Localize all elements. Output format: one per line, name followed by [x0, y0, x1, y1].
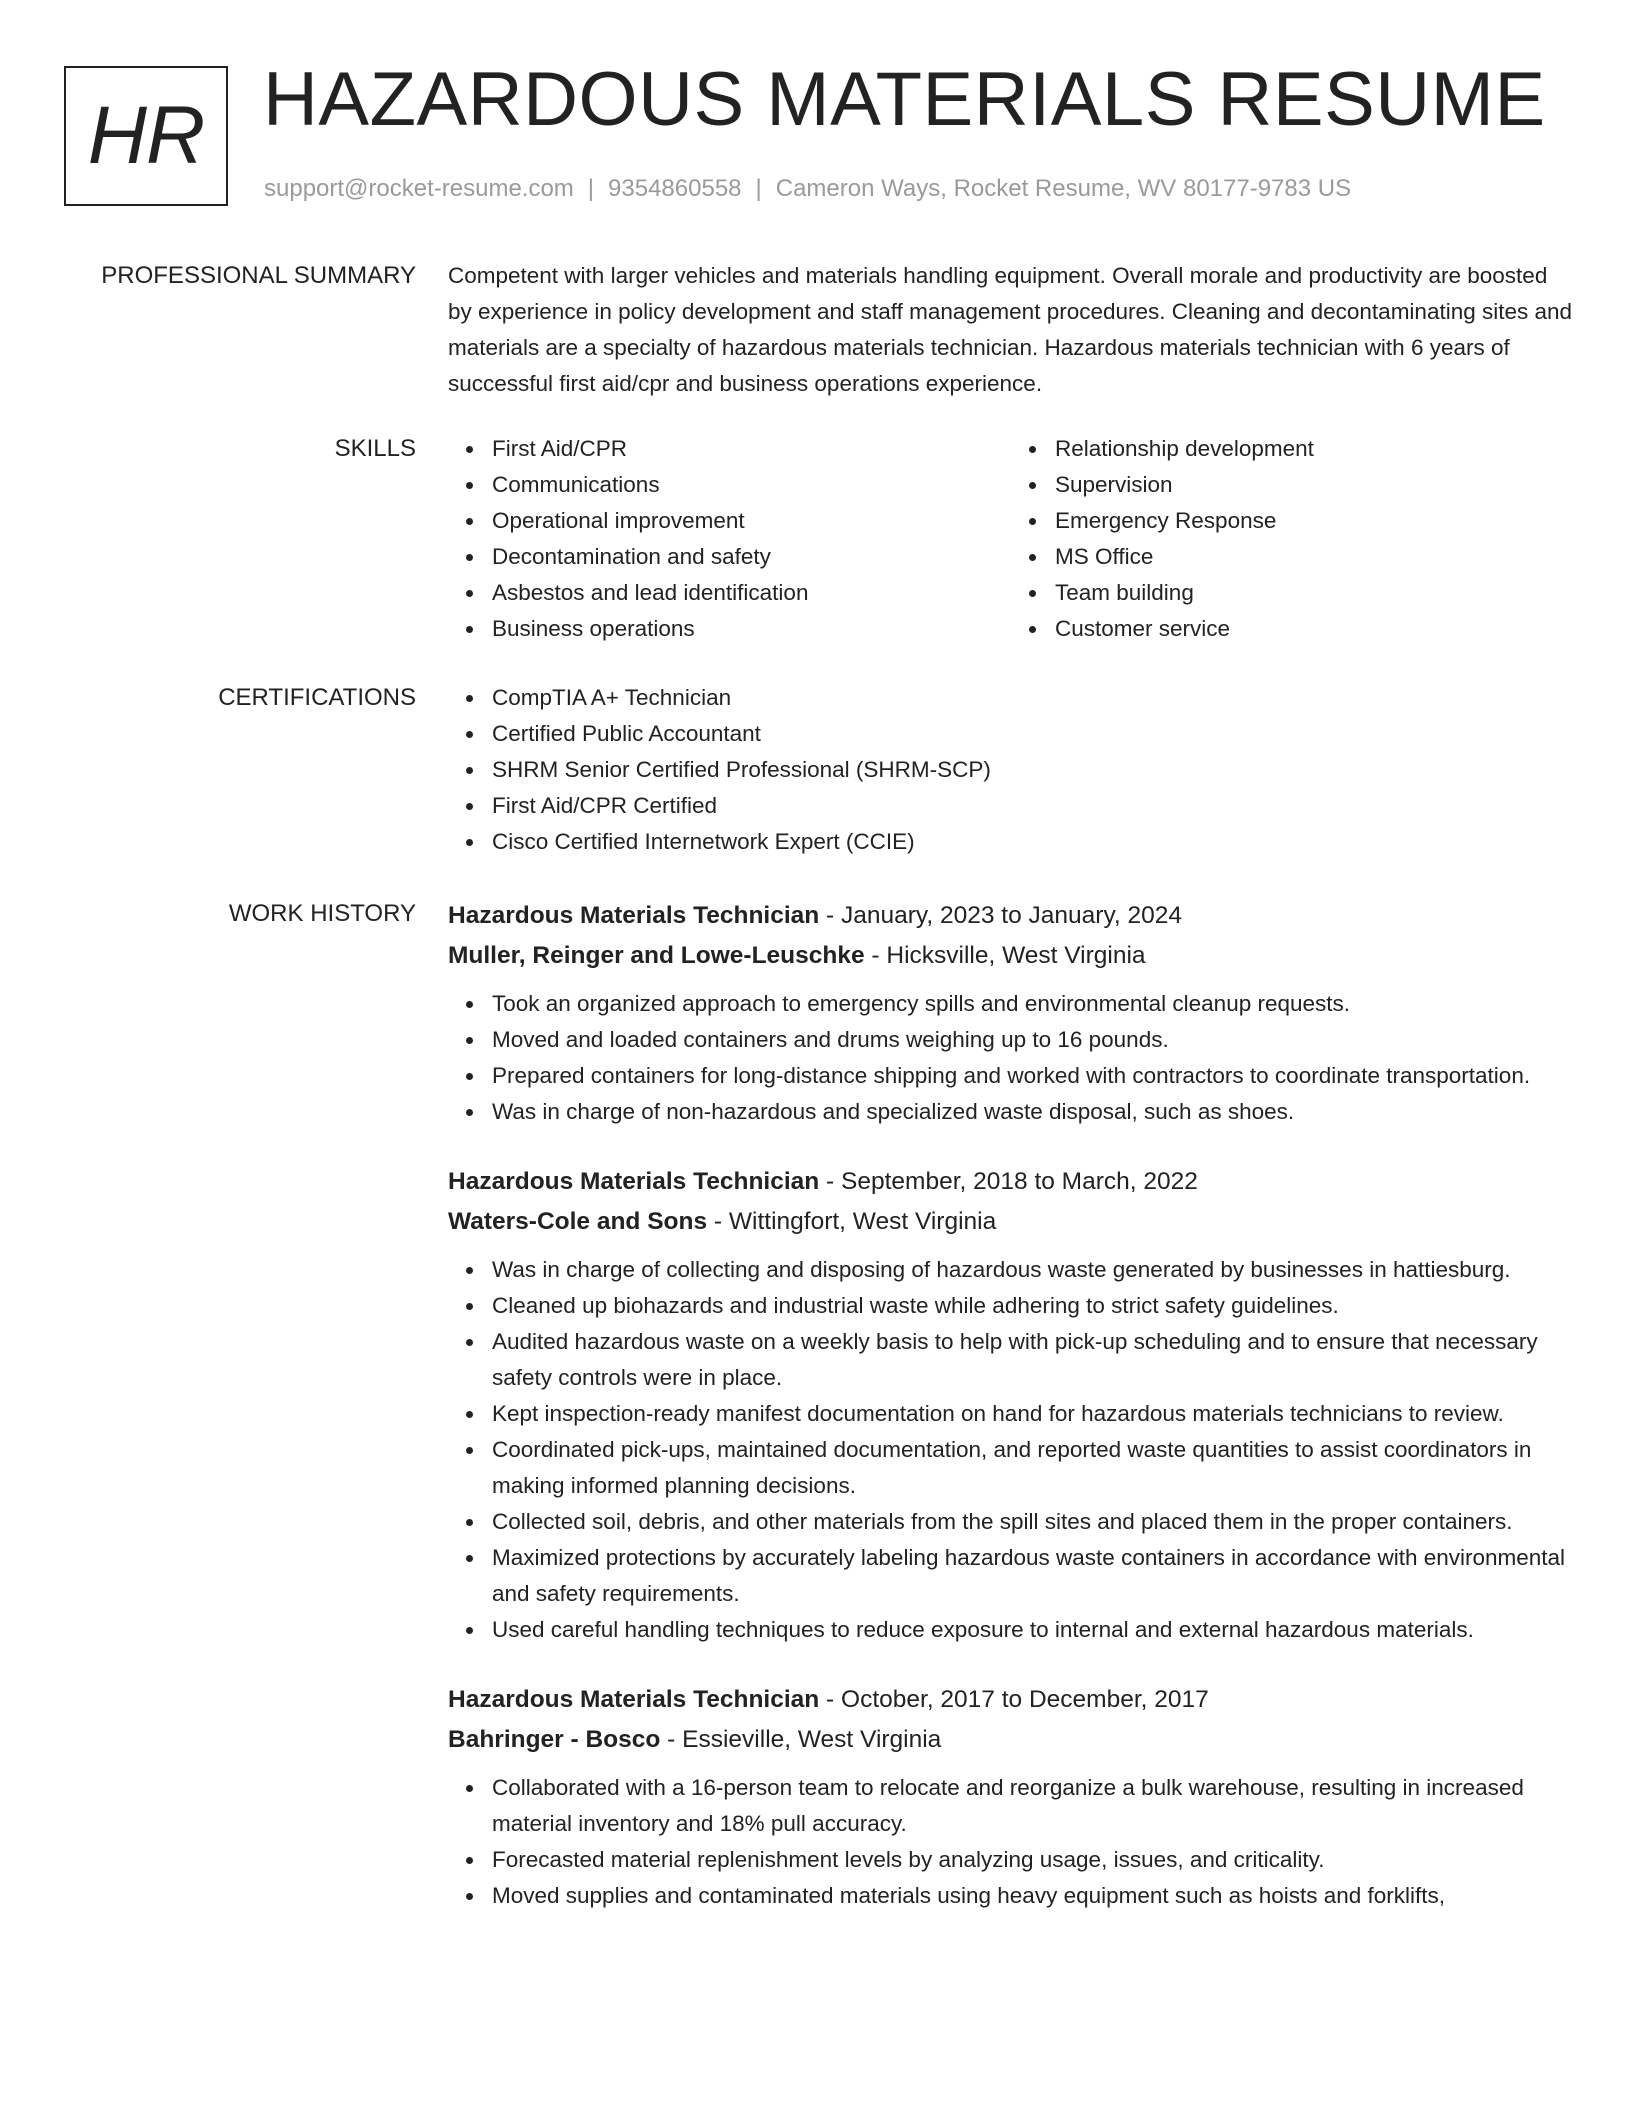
job-dates: - October, 2017 to December, 2017	[819, 1686, 1209, 1713]
job-dates: - September, 2018 to March, 2022	[819, 1168, 1198, 1195]
job-location: - Wittingfort, West Virginia	[707, 1208, 997, 1235]
job-title: Hazardous Materials Technician	[448, 902, 820, 929]
job-bullet: Forecasted material replenishment levels by analyzing usage, issues, and criticality.	[492, 1842, 1574, 1878]
job-title-line	[448, 1162, 1574, 1202]
skill-item: Team building	[1055, 575, 1574, 611]
resume-title: HAZARDOUS MATERIALS RESUME	[263, 57, 1546, 142]
skill-item: Supervision	[1055, 467, 1574, 503]
job-bullets	[448, 1252, 1574, 1648]
certification-item: Cisco Certified Internetwork Expert (CCIE)	[492, 824, 1574, 860]
job-location: - Hicksville, West Virginia	[864, 942, 1146, 969]
skill-item: Communications	[492, 467, 1011, 503]
job-bullet: Was in charge of non-hazardous and specialized waste disposal, such as shoes.	[492, 1094, 1574, 1130]
job-location: - Essieville, West Virginia	[660, 1726, 942, 1753]
job-bullets	[448, 1770, 1574, 1914]
skill-item: Decontamination and safety	[492, 539, 1011, 575]
certification-item: Certified Public Accountant	[492, 716, 1574, 752]
job-entry	[448, 1162, 1574, 1648]
job-title-line	[448, 896, 1574, 936]
skill-item: First Aid/CPR	[492, 431, 1011, 467]
job-bullets	[448, 986, 1574, 1130]
skills-column-2	[1011, 431, 1574, 647]
skill-item: Emergency Response	[1055, 503, 1574, 539]
skills-column-1	[448, 431, 1011, 647]
job-company-line	[448, 1202, 1574, 1242]
job-bullet: Was in charge of collecting and disposing of hazardous waste generated by businesses in hattiesburg.	[492, 1252, 1574, 1288]
contact-email[interactable]: support@rocket-resume.com	[264, 175, 574, 202]
job-bullet: Audited hazardous waste on a weekly basis to help with pick-up scheduling and to ensure that necessary safety controls were in place.	[492, 1324, 1574, 1396]
certification-item: First Aid/CPR Certified	[492, 788, 1574, 824]
monogram-initials: HR	[87, 90, 205, 181]
job-bullet: Moved and loaded containers and drums weighing up to 16 pounds.	[492, 1022, 1574, 1058]
summary-text: Competent with larger vehicles and materials handling equipment. Overall morale and productivity are boosted by experience in policy development and staff management procedures. Cleaning and decontaminating sites and materials are a specialty of hazardous materials technician. Hazardous materials technician with 6 years of successful first aid/cpr and business operations experience.	[448, 263, 1573, 396]
skills-label: SKILLS	[334, 435, 416, 462]
skill-item: MS Office	[1055, 539, 1574, 575]
job-company: Muller, Reinger and Lowe-Leuschke	[448, 942, 865, 969]
job-bullet: Collaborated with a 16-person team to relocate and reorganize a bulk warehouse, resulting in increased material inventory and 18% pull accuracy.	[492, 1770, 1574, 1842]
job-title: Hazardous Materials Technician	[448, 1168, 820, 1195]
job-bullet: Used careful handling techniques to reduce exposure to internal and external hazardous materials.	[492, 1612, 1574, 1648]
job-company-line	[448, 936, 1574, 976]
certification-item: SHRM Senior Certified Professional (SHRM-SCP)	[492, 752, 1574, 788]
certifications-list	[448, 680, 1574, 860]
job-company: Bahringer - Bosco	[448, 1726, 661, 1753]
job-bullet: Took an organized approach to emergency spills and environmental cleanup requests.	[492, 986, 1574, 1022]
skill-item: Business operations	[492, 611, 1011, 647]
contact-separator: |	[755, 175, 762, 202]
job-bullet: Collected soil, debris, and other materials from the spill sites and placed them in the proper containers.	[492, 1504, 1574, 1540]
job-company-line	[448, 1720, 1574, 1760]
skill-item: Operational improvement	[492, 503, 1011, 539]
certifications-label: CERTIFICATIONS	[218, 684, 416, 711]
job-entry	[448, 896, 1574, 1130]
skills-list	[448, 431, 1574, 647]
job-bullet: Cleaned up biohazards and industrial waste while adhering to strict safety guidelines.	[492, 1288, 1574, 1324]
job-bullet: Kept inspection-ready manifest documentation on hand for hazardous materials technicians to review.	[492, 1396, 1574, 1432]
job-company: Waters-Cole and Sons	[448, 1208, 708, 1235]
job-entry	[448, 1680, 1574, 1914]
job-bullet: Prepared containers for long-distance shipping and worked with contractors to coordinate transportation.	[492, 1058, 1574, 1094]
contact-phone[interactable]: 9354860558	[608, 175, 742, 202]
skill-item: Asbestos and lead identification	[492, 575, 1011, 611]
certification-item: CompTIA A+ Technician	[492, 680, 1574, 716]
job-bullet: Maximized protections by accurately labeling hazardous waste containers in accordance with environmental and safety requirements.	[492, 1540, 1574, 1612]
contact-separator: |	[587, 175, 595, 202]
skill-item: Relationship development	[1055, 431, 1574, 467]
contact-address: Cameron Ways, Rocket Resume, WV 80177-9783 US	[775, 175, 1352, 202]
job-dates: - January, 2023 to January, 2024	[819, 902, 1182, 929]
summary-label: PROFESSIONAL SUMMARY	[101, 262, 416, 289]
job-bullet: Moved supplies and contaminated materials using heavy equipment such as hoists and forklifts,	[492, 1878, 1574, 1914]
contact-line	[264, 175, 1351, 203]
monogram-logo	[64, 66, 228, 206]
job-title-line	[448, 1680, 1574, 1720]
work-history-label: WORK HISTORY	[228, 900, 416, 927]
job-bullet: Coordinated pick-ups, maintained documentation, and reported waste quantities to assist coordinators in making informed planning decisions.	[492, 1432, 1574, 1504]
job-title: Hazardous Materials Technician	[448, 1686, 820, 1713]
skill-item: Customer service	[1055, 611, 1574, 647]
